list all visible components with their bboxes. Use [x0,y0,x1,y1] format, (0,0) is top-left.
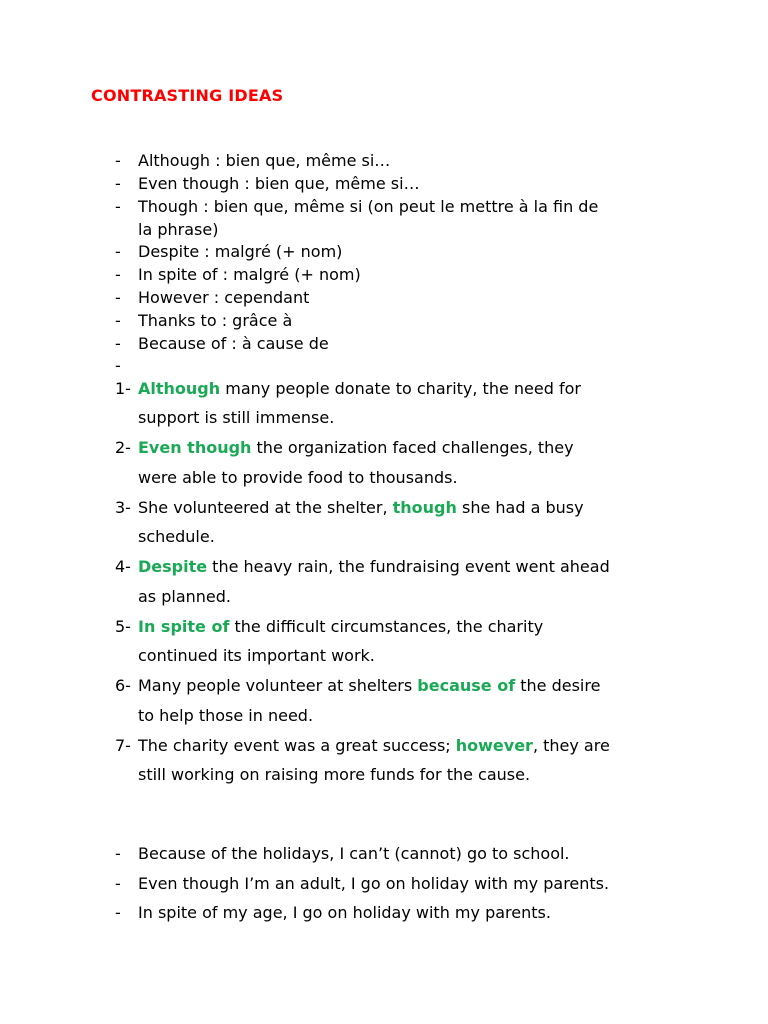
highlighted-connector: Despite [138,557,208,576]
vocab-item: However : cependant [138,288,310,307]
personal-bullet: - [115,903,121,922]
example-number: 4- [115,557,131,576]
example-sentence [138,736,610,755]
personal-bullet: - [115,874,121,893]
vocab-item: In spite of : malgré (+ nom) [138,265,361,284]
vocab-bullet: - [115,197,121,216]
example-sentence-continued: were able to provide food to thousands. [138,468,458,487]
vocab-bullet: - [115,151,121,170]
example-sentence-continued: to help those in need. [138,706,314,725]
example-sentence [138,379,581,398]
example-sentence-continued: support is still immense. [138,408,335,427]
highlighted-connector: Although [138,379,221,398]
example-text-before: Many people volunteer at shelters [138,676,418,695]
vocab-bullet: - [115,242,121,261]
vocab-item: Because of : à cause de [138,334,329,353]
vocab-item: Although : bien que, même si… [138,151,391,170]
vocab-bullet: - [115,311,121,330]
highlighted-connector: In spite of [138,617,230,636]
personal-sentence: In spite of my age, I go on holiday with my parents. [138,903,551,922]
example-sentence-continued: as planned. [138,587,231,606]
vocab-bullet: - [115,334,121,353]
page-title: CONTRASTING IDEAS [91,86,284,105]
example-sentence [138,498,584,517]
example-number: 1- [115,379,131,398]
example-text-after: , they are [532,736,610,755]
vocab-item: Despite : malgré (+ nom) [138,242,343,261]
vocab-item: Though : bien que, même si (on peut le mettre à la fin de [138,197,599,216]
example-text-after: the difficult circumstances, the charity [229,617,544,636]
example-sentence [138,676,600,695]
example-number: 5- [115,617,131,636]
example-text-before: The charity event was a great success; [138,736,456,755]
personal-bullet: - [115,844,121,863]
example-text-after: she had a busy [456,498,584,517]
vocab-item: Even though : bien que, même si… [138,174,420,193]
vocab-bullet-empty: - [115,356,121,375]
highlighted-connector: because of [417,676,516,695]
example-text-after: the organization faced challenges, they [251,438,574,457]
personal-sentence: Because of the holidays, I can’t (cannot) go to school. [138,844,570,863]
example-text-before: She volunteered at the shelter, [138,498,393,517]
highlighted-connector: Even though [138,438,252,457]
personal-sentence: Even though I’m an adult, I go on holiday with my parents. [138,874,610,893]
vocab-item-continued: la phrase) [138,220,219,239]
vocab-item: Thanks to : grâce à [138,311,293,330]
example-text-after: the heavy rain, the fundraising event went ahead [207,557,610,576]
highlighted-connector: however [455,736,533,755]
example-sentence-continued: schedule. [138,527,215,546]
example-sentence-continued: still working on raising more funds for the cause. [138,765,531,784]
example-number: 6- [115,676,131,695]
example-text-after: many people donate to charity, the need for [220,379,581,398]
vocab-bullet: - [115,265,121,284]
example-text-after: the desire [515,676,601,695]
example-sentence [138,557,610,576]
example-sentence [138,617,543,636]
example-number: 7- [115,736,131,755]
example-sentence-continued: continued its important work. [138,646,375,665]
example-number: 2- [115,438,131,457]
vocab-bullet: - [115,174,121,193]
example-sentence [138,438,574,457]
example-number: 3- [115,498,131,517]
vocab-bullet: - [115,288,121,307]
highlighted-connector: though [392,498,457,517]
